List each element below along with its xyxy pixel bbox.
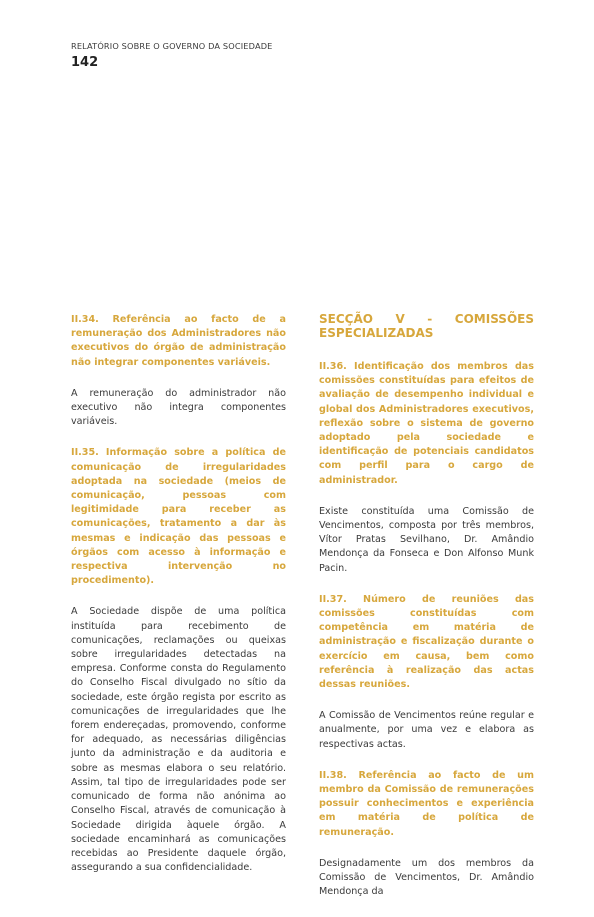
page-header	[71, 41, 272, 70]
right-column	[319, 313, 534, 917]
paragraph-ii35: A Sociedade dispõe de uma política instituída para recebimento de comunicações, reclamações ou queixas sobre irregularidades detectadas na empresa. Conforme consta do Regulamento do Conselho Fiscal divulgado no sítio da sociedade, este órgão regista por escrito as comunicações de irregularidades que lhe forem endereçadas, promovendo, conforme for adequado, as necessárias diligências junto da administração e da auditoria e sobre as mesmas elabora o seu relatório. Assim, tal tipo de irregularidades pode ser comunicado de forma não anónima ao Conselho Fiscal, através de comunicação à Sociedade dirigida àquele órgão. A sociedade encaminhará as comunicações recebidas ao Presidente daquele órgão, assegurando a sua confidencialidade.	[71, 606, 286, 874]
heading-ii37: II.37. Número de reuniões das comissões constituídas com competência em matéria de administração e fiscalização durante o exercício em causa, bem como referência à realização das actas dessas reuniões.	[319, 593, 534, 691]
paragraph-ii38: Designadamente um dos membros da Comissão de Vencimentos, Dr. Amândio Mendonça da	[319, 857, 534, 898]
heading-ii34: II.34. Referência ao facto de a remuneração dos Administradores não executivos do órgão de administração não integrar componentes variáveis.	[71, 314, 286, 368]
paragraph-ii34: A remuneração do administrador não executivo não integra componentes variáveis.	[71, 387, 286, 428]
paragraph-ii36: Existe constituída uma Comissão de Vencimentos, composta por três membros, Vítor Pratas Sevilhano, Dr. Amândio Mendonça da Fonseca e Don Alfonso Munk Pacin.	[319, 505, 534, 574]
section-title: SECÇÃO V - COMISSÕES ESPECIALIZADAS	[319, 312, 534, 340]
heading-ii35: II.35. Informação sobre a política de comunicação de irregularidades adoptada na sociedade (meios de comunicação, pessoas com legitimidade para receber as comunicações, tratamento a dar às mesmas e indicação das pessoas e órgãos com acesso à informação e respectiva intervenção no procedimento).	[71, 447, 286, 587]
left-column	[71, 313, 286, 892]
page-number: 142	[71, 55, 99, 70]
heading-ii38: II.38. Referência ao facto de um membro da Comissão de remunerações possuir conhecimentos e experiência em matéria de política de remuneração.	[319, 769, 534, 838]
paragraph-ii37: A Comissão de Vencimentos reúne regular e anualmente, por uma vez e elabora as respectivas actas.	[319, 710, 534, 750]
heading-ii36: II.36. Identificação dos membros das comissões constituídas para efeitos de avaliação de desempenho individual e global dos Administradores executivos, reflexão sobre o sistema de governo adoptado pela sociedade e identificação de potenciais candidatos com perfil para o cargo de administrador.	[319, 361, 534, 486]
report-title: RELATÓRIO SOBRE O GOVERNO DA SOCIEDADE	[71, 41, 273, 51]
